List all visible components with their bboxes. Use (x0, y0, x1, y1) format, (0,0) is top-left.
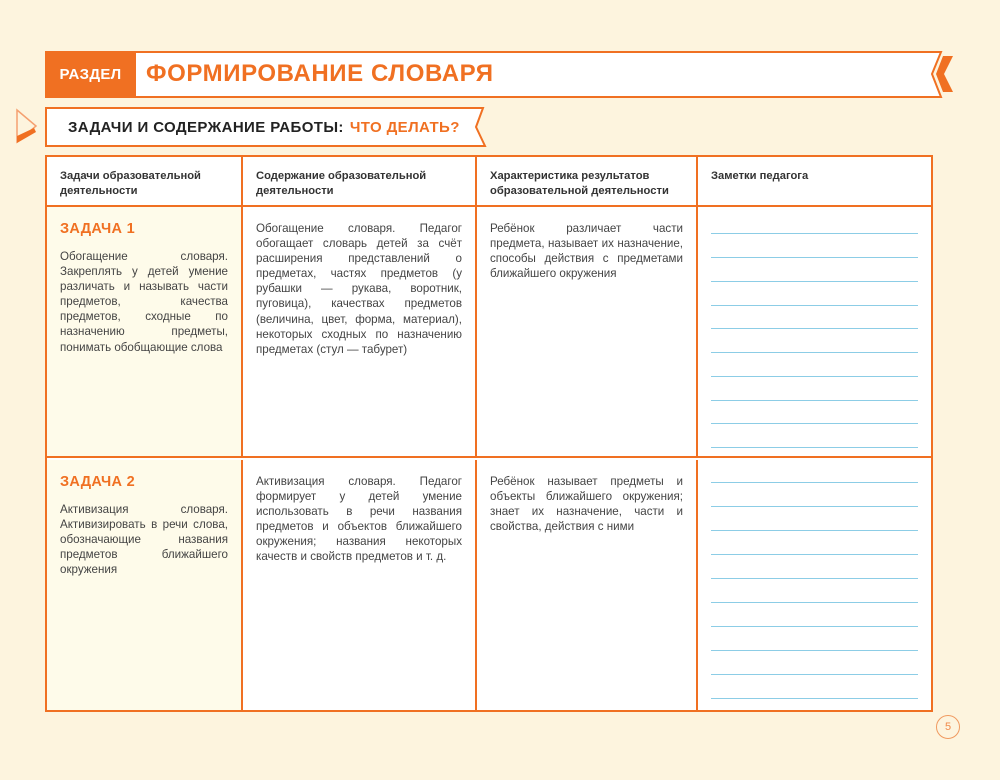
section-title: ФОРМИРОВАНИЕ СЛОВАРЯ (146, 60, 494, 87)
notes-lines[interactable] (711, 460, 918, 710)
note-line (711, 482, 918, 483)
subheader-title (68, 107, 460, 147)
note-line (711, 328, 918, 329)
table-header-row (47, 157, 931, 207)
note-line (711, 423, 918, 424)
section-tag: РАЗДЕЛ (45, 51, 136, 97)
header-cell-content: Содержание образовательной деятельности (243, 157, 477, 205)
note-line (711, 233, 918, 234)
header-cell-tasks: Задачи образовательной деятельности (47, 157, 243, 205)
note-line (711, 257, 918, 258)
note-line (711, 376, 918, 377)
result-cell: Ребёнок называет предметы и объекты ближайшего окружения; знает их назначение, части и свойства, действия с ними (477, 460, 698, 710)
content-cell: Активизация словаря. Педагог формирует у детей умение использовать в речи названия предметов и объектов ближайшего окружения; названия некоторых качеств и свойств предметов и т. д. (243, 460, 477, 710)
note-line (711, 578, 918, 579)
header-cell-results: Характеристика результатов образовательной деятельности (477, 157, 698, 205)
note-line (711, 506, 918, 507)
note-line (711, 281, 918, 282)
result-cell: Ребёнок различает части предмета, называет их назначение, способы действия с предметами ближайшего окружения (477, 207, 698, 456)
note-line (711, 626, 918, 627)
header-cell-notes: Заметки педагога (711, 170, 809, 182)
note-line (711, 554, 918, 555)
note-line (711, 698, 918, 699)
subheader-banner (45, 107, 490, 147)
note-line (711, 400, 918, 401)
notes-cell[interactable] (698, 207, 931, 456)
task-cell (47, 207, 243, 456)
task-title: ЗАДАЧА 1 (60, 221, 135, 237)
notes-lines[interactable] (711, 207, 918, 456)
subheader-text: ЗАДАЧИ И СОДЕРЖАНИЕ РАБОТЫ: (68, 118, 344, 136)
task-cell (47, 460, 243, 710)
table-row (47, 207, 931, 458)
tasks-table (45, 155, 933, 712)
note-line (711, 530, 918, 531)
content-cell: Обогащение словаря. Педагог обогащает словарь детей за счёт расширения представлений о предметах, частях предметов (у рубашки — рукава, воротник, пуговица), качествах предметов (величина, цвет, форма, материал), некоторых сходных по назначению предметах (стул — табурет) (243, 207, 477, 456)
task-text: Активизация словаря. Активизировать в речи слова, обозначающие названия предметов ближайшего окружения (60, 503, 228, 577)
note-line (711, 602, 918, 603)
page-number: 5 (936, 715, 960, 739)
play-arrow-icon (14, 108, 40, 144)
section-banner (45, 51, 945, 97)
table-row (47, 460, 931, 710)
task-text: Обогащение словаря. Закреплять у детей умение различать и называть части предметов, качества предметов, сходные по назначению предметы, понимать обобщающие слова (60, 250, 228, 354)
note-line (711, 352, 918, 353)
notes-cell[interactable] (698, 460, 931, 710)
note-line (711, 305, 918, 306)
note-line (711, 447, 918, 448)
note-line (711, 674, 918, 675)
subheader-accent: ЧТО ДЕЛАТЬ? (349, 118, 460, 136)
task-title: ЗАДАЧА 2 (60, 474, 135, 490)
note-line (711, 650, 918, 651)
